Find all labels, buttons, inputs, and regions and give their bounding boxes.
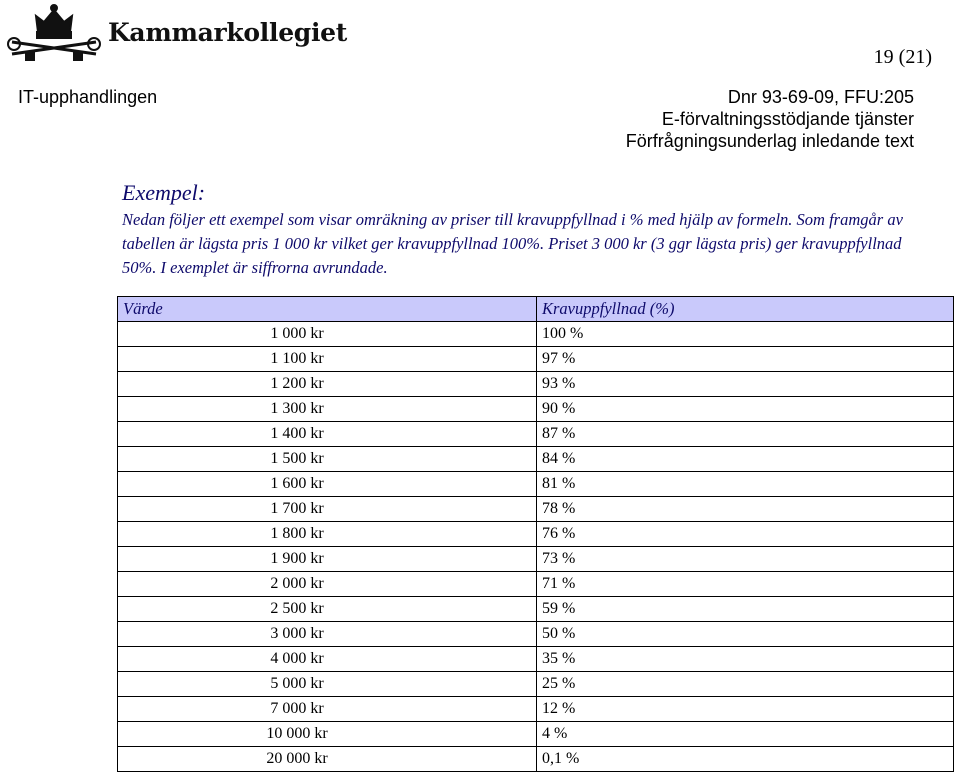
cell-fulfillment: 87 % (537, 422, 954, 447)
table-body (118, 322, 954, 772)
cell-fulfillment: 71 % (537, 572, 954, 597)
table-row (118, 747, 954, 772)
cell-value: 10 000 kr (118, 722, 537, 747)
table-row (118, 397, 954, 422)
cell-value: 2 000 kr (118, 572, 537, 597)
table-row (118, 447, 954, 472)
column-header-fulfillment: Kravuppfyllnad (%) (537, 297, 954, 322)
table-row (118, 522, 954, 547)
cell-value: 1 200 kr (118, 372, 537, 397)
cell-fulfillment: 76 % (537, 522, 954, 547)
example-paragraph: Nedan följer ett exempel som visar omräkning av priser till kravuppfyllnad i % med hjälp av formeln. Som framgår av tabellen är lägsta pris 1 000 kr vilket ger kravuppfyllnad 100%. Priset 3 000 kr (3 ggr lägsta pris) ger kravuppfyllnad 50%. I exemplet är siffrorna avrundade. (122, 210, 903, 277)
cell-value: 20 000 kr (118, 747, 537, 772)
table-row (118, 722, 954, 747)
table-row (118, 347, 954, 372)
cell-fulfillment: 100 % (537, 322, 954, 347)
cell-value: 1 300 kr (118, 397, 537, 422)
table-row (118, 422, 954, 447)
header-document-number: Dnr 93-69-09, FFU:205 (727, 87, 914, 107)
cell-fulfillment: 78 % (537, 497, 954, 522)
table-row (118, 597, 954, 622)
cell-value: 1 900 kr (118, 547, 537, 572)
table-row (118, 672, 954, 697)
cell-value: 1 500 kr (118, 447, 537, 472)
cell-value: 4 000 kr (118, 647, 537, 672)
table-row (118, 547, 954, 572)
cell-fulfillment: 93 % (537, 372, 954, 397)
column-header-value: Värde (118, 297, 537, 322)
cell-value: 3 000 kr (118, 622, 537, 647)
cell-fulfillment: 59 % (537, 597, 954, 622)
table-row (118, 622, 954, 647)
cell-fulfillment: 90 % (537, 397, 954, 422)
cell-fulfillment: 84 % (537, 447, 954, 472)
cell-fulfillment: 35 % (537, 647, 954, 672)
table-row (118, 322, 954, 347)
cell-value: 2 500 kr (118, 597, 537, 622)
cell-value: 1 600 kr (118, 472, 537, 497)
organization-name: Kammarkollegiet (108, 18, 348, 47)
cell-fulfillment: 81 % (537, 472, 954, 497)
example-heading: Exempel: (122, 180, 206, 205)
cell-fulfillment: 12 % (537, 697, 954, 722)
table-row (118, 572, 954, 597)
table-row (118, 472, 954, 497)
cell-value: 1 100 kr (118, 347, 537, 372)
cell-value: 1 400 kr (118, 422, 537, 447)
cell-value: 5 000 kr (118, 672, 537, 697)
table-row (118, 497, 954, 522)
cell-value: 1 700 kr (118, 497, 537, 522)
cell-fulfillment: 25 % (537, 672, 954, 697)
cell-value: 1 800 kr (118, 522, 537, 547)
header-document-title: Förfrågningsunderlag inledande text (625, 131, 914, 151)
header-service-area: E-förvaltningsstödjande tjänster (661, 109, 914, 129)
table-row (118, 697, 954, 722)
table-row (118, 647, 954, 672)
price-to-fulfillment-table (117, 296, 954, 772)
crown-crossed-keys-logo-icon (4, 2, 104, 64)
table-header-row (118, 297, 954, 322)
page-number: 19 (21) (873, 46, 932, 68)
cell-fulfillment: 0,1 % (537, 747, 954, 772)
cell-fulfillment: 4 % (537, 722, 954, 747)
header-project-name: IT-upphandlingen (18, 87, 158, 107)
cell-value: 7 000 kr (118, 697, 537, 722)
cell-fulfillment: 97 % (537, 347, 954, 372)
cell-value: 1 000 kr (118, 322, 537, 347)
cell-fulfillment: 50 % (537, 622, 954, 647)
cell-fulfillment: 73 % (537, 547, 954, 572)
table-row (118, 372, 954, 397)
